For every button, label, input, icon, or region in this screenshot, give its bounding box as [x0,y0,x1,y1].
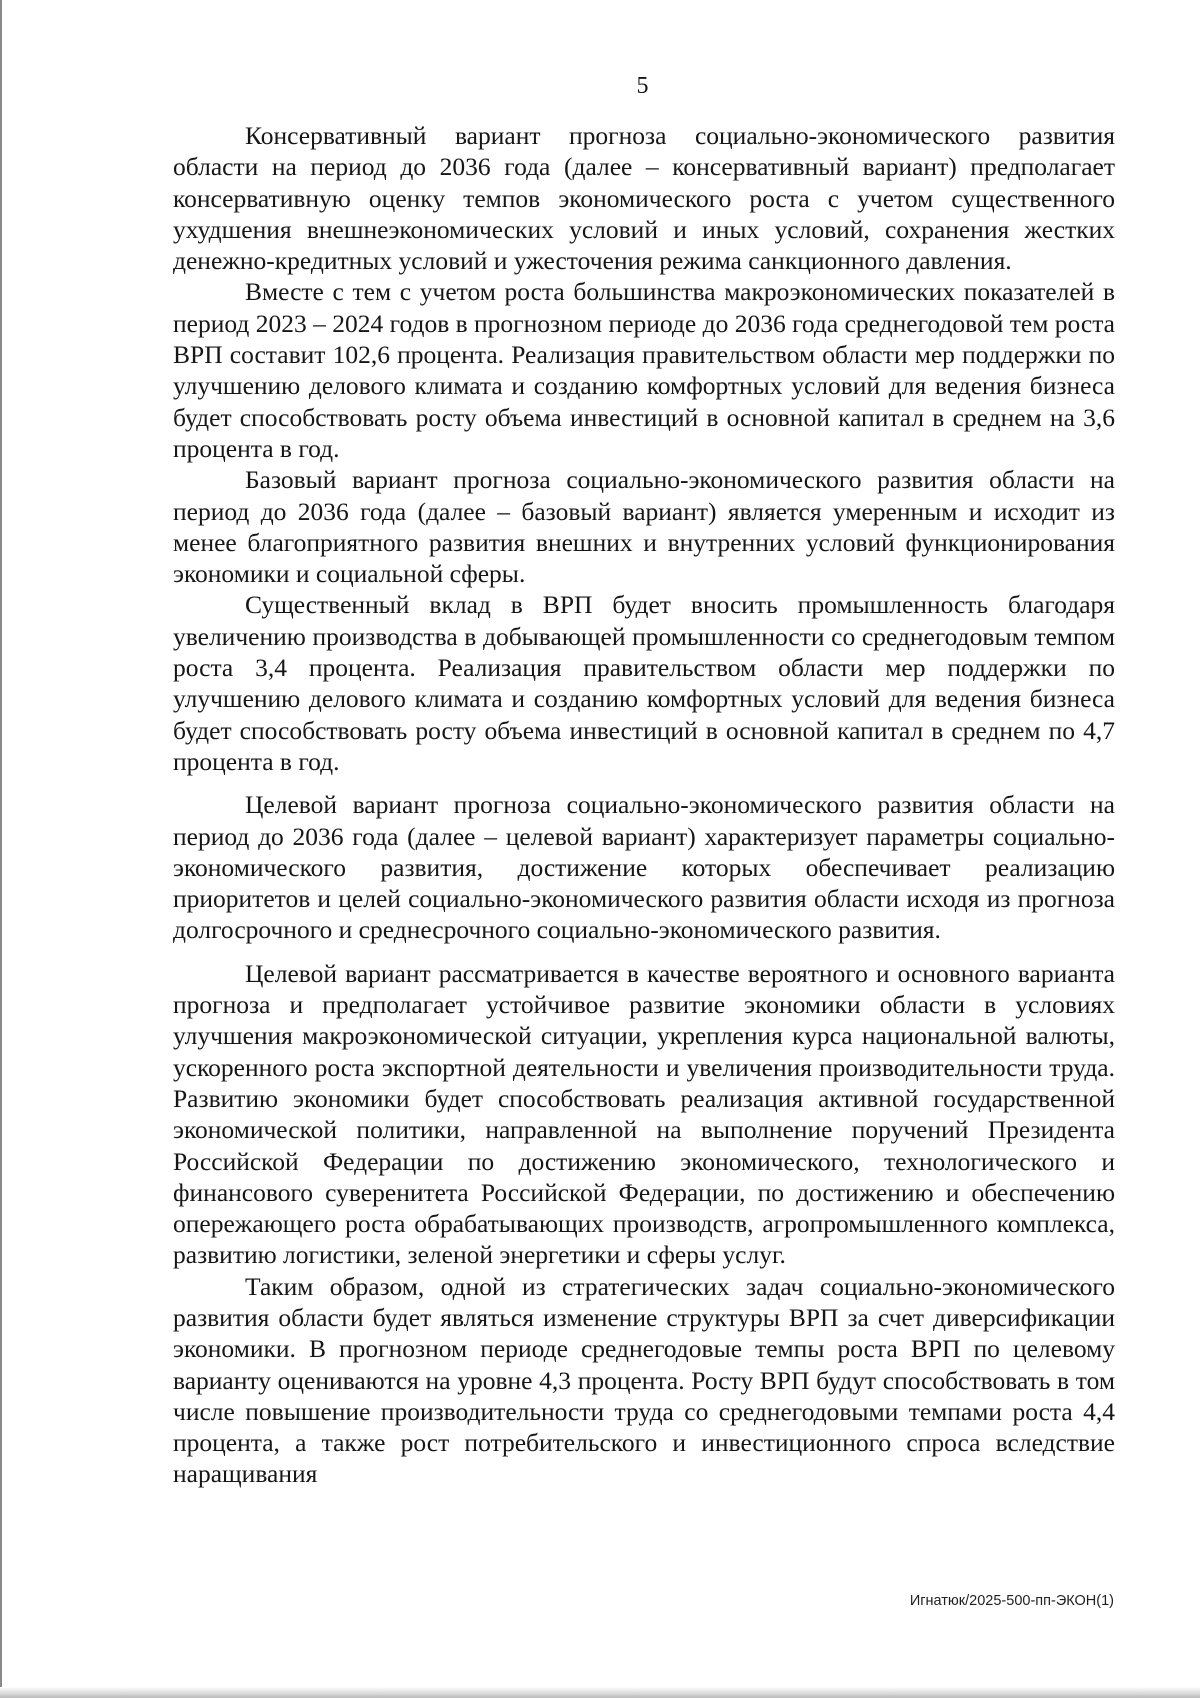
document-footer-code: Игнатюк/2025-500-пп-ЭКОН(1) [909,1593,1114,1609]
paragraph-target-variant: Целевой вариант прогноза социально-экономического развития области на период до 2036 года (далее – целевой вариант) характеризует параметры социально-экономического развития, достижение которых обеспечивает реализацию приоритетов и целей социально-экономического развития области исходя из прогноза долгосрочного и среднесрочного социально-экономического развития. [173,790,1115,945]
document-body [173,120,1115,1490]
paragraph-grp-growth: Вместе с тем с учетом роста большинства макроэкономических показателей в период 2023 – 2024 годов в прогнозном периоде до 2036 года среднегодовой тем роста ВРП составит 102,6 процента. Реализация правительством области мер поддержки по улучшению делового климата и созданию комфортных условий для ведения бизнеса будет способствовать росту объема инвестиций в основной капитал в среднем на 3,6 процента в год. [173,277,1115,463]
paragraph-industry-contribution: Существенный вклад в ВРП будет вносить промышленность благодаря увеличению производства в добывающей промышленности со среднегодовым темпом роста 3,4 процента. Реализация правительством области мер поддержки по улучшению делового климата и созданию комфортных условий для ведения бизнеса будет способствовать росту объема инвестиций в основной капитал в среднем по 4,7 процента в год. [173,590,1115,776]
page-number: 5 [636,73,649,99]
page-bottom-edge [0,1687,1200,1698]
paragraph-strategic-tasks: Таким образом, одной из стратегических задач социально-экономического развития области будет являться изменение структуры ВРП за счет диверсификации экономики. В прогнозном периоде среднегодовые темпы роста ВРП по целевому варианту оцениваются на уровне 4,3 процента. Росту ВРП будут способствовать в том числе повышение производительности труда со среднегодовыми темпами роста 4,4 процента, а также рост потребительского и инвестиционного спроса вследствие наращивания [173,1271,1115,1489]
paragraph-base-variant: Базовый вариант прогноза социально-экономического развития области на период до 2036 года (далее – базовый вариант) является умеренным и исходит из менее благоприятного развития внешних и внутренних условий функционирования экономики и социальной сферы. [173,465,1115,589]
paragraph-target-variant-details: Целевой вариант рассматривается в качестве вероятного и основного варианта прогноза и предполагает устойчивое развитие экономики области в условиях улучшения макроэкономической ситуации, укрепления курса национальной валюты, ускоренного роста экспортной деятельности и увеличения производительности труда. Развитию экономики будет способствовать реализация активной государственной экономической политики, направленной на выполнение поручений Президента Российской Федерации по достижению экономического, технологического и финансового суверенитета Российской Федерации, по достижению и обеспечению опережающего роста обрабатывающих производств, агропромышленного комплекса, развитию логистики, зеленой энергетики и сферы услуг. [173,958,1115,1270]
paragraph-conservative-variant: Консервативный вариант прогноза социально-экономического развития области на период до 2036 года (далее – консервативный вариант) предполагает консервативную оценку темпов экономического роста с учетом существенного ухудшения внешнеэкономических условий и иных условий, сохранения жестких денежно-кредитных условий и ужесточения режима санкционного давления. [173,121,1115,276]
page-left-edge [0,0,2,1698]
